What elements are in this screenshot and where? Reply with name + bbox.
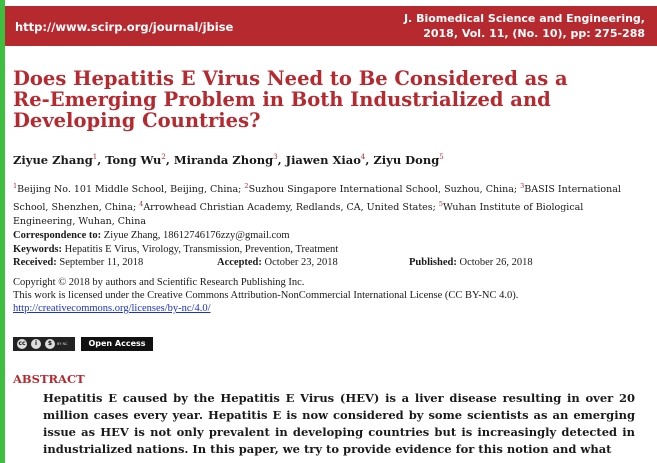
author: Jiawen Xiao$^4$, <box>285 153 374 167</box>
affiliations <box>13 179 643 229</box>
affiliation: $^4$Arrowhead Christian Academy, Redlands, CA, United States; <box>139 200 439 214</box>
affiliation: $^5$Wuhan Institute of Biological Engineering, Wuhan, China <box>13 200 584 228</box>
author-list <box>13 153 444 167</box>
author: Miranda Zhong$^3$, <box>173 153 286 167</box>
correspondence-value: Ziyue Zhang, 18612746176zzy@gmail.com <box>101 230 290 241</box>
affiliation: $^1$Beijing No. 101 Middle School, Beijing, China; <box>13 182 245 196</box>
copyright-line: Copyright © 2018 by authors and Scientific Research Publishing Inc. <box>13 277 305 288</box>
journal-citation <box>404 11 645 41</box>
abstract-heading: ABSTRACT <box>13 372 85 386</box>
correspondence <box>13 229 653 242</box>
license-link[interactable]: http://creativecommons.org/licenses/by-nc/4.0/ <box>13 303 211 314</box>
title-line-2: Re-Emerging Problem in Both Industrialized and <box>13 88 551 111</box>
cc-badge-text: BY NC <box>57 342 68 346</box>
journal-citation-line1: J. Biomedical Science and Engineering, <box>403 12 645 25</box>
title-line-3: Developing Countries? <box>13 109 261 132</box>
affiliation: $^3$BASIS International School, Shenzhen, China; <box>13 182 621 214</box>
title-line-1: Does Hepatitis E Virus Need to Be Considered as a <box>13 67 568 90</box>
nc-icon: $ <box>45 339 55 349</box>
keywords-label: Keywords: <box>13 244 62 255</box>
received-date: Received: September 11, 2018 <box>13 257 144 268</box>
journal-citation-line2: 2018, Vol. 11, (No. 10), pp: 275-288 <box>423 27 645 40</box>
keywords-value: Hepatitis E Virus, Virology, Transmission, Prevention, Treatment <box>62 244 339 255</box>
accepted-date: Accepted: October 23, 2018 <box>217 257 338 268</box>
publication-dates <box>13 256 653 269</box>
paper-title <box>13 68 613 131</box>
journal-url[interactable]: http://www.scirp.org/journal/jbise <box>15 20 234 34</box>
author: Ziyu Dong$^5$ <box>373 153 444 167</box>
affiliation: $^2$Suzhou Singapore International School, Suzhou, China; <box>244 182 521 196</box>
cc-by-nc-badge[interactable] <box>13 337 75 351</box>
by-icon: i <box>31 339 41 349</box>
cc-icon: cc <box>18 340 26 347</box>
license-text: This work is licensed under the Creative Commons Attribution-NonCommercial International License (CC BY-NC 4.0). <box>13 290 519 301</box>
open-access-badge[interactable]: Open Access <box>81 337 153 351</box>
license-block <box>13 276 643 315</box>
author: Tong Wu$^2$, <box>105 153 174 167</box>
author: Ziyue Zhang$^1$, <box>13 153 106 167</box>
published-date: Published: October 26, 2018 <box>409 257 533 268</box>
journal-header <box>5 6 657 46</box>
abstract-body: Hepatitis E caused by the Hepatitis E Virus (HEV) is a liver disease resulting in over 20 million cases every year. Hepatitis E is now considered by some scientists as an emerging issue as HEV is not only prevalent in developing countries but is increasingly detected in industrialized nations. In this paper, we try to provide evidence for this notion and what <box>43 391 635 456</box>
correspondence-label: Correspondence to: <box>13 230 102 241</box>
paper-page <box>5 0 657 463</box>
keywords <box>13 243 653 256</box>
